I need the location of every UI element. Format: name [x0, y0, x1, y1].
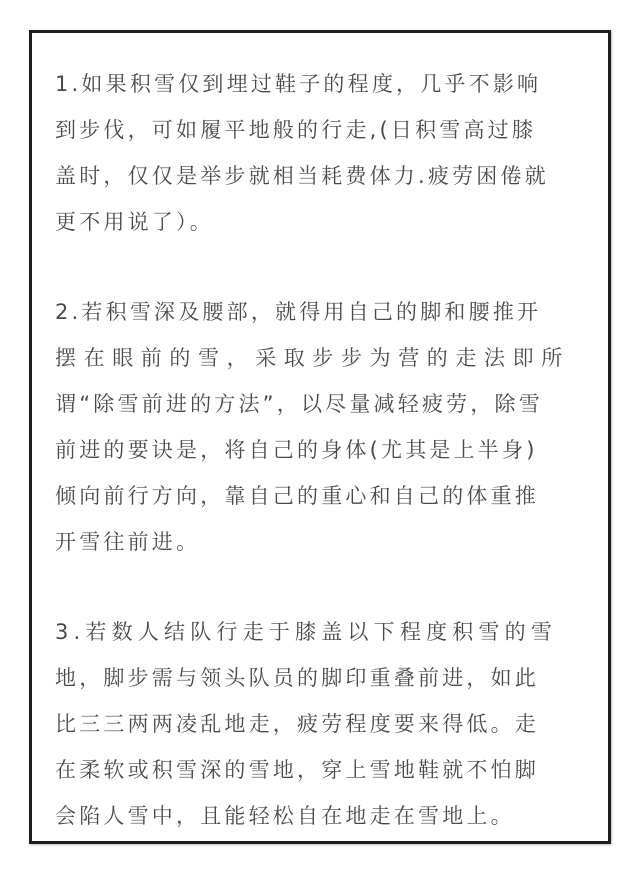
text-line: 谓“除雪前进的方法”，以尽量减轻疲劳，除雪	[55, 392, 543, 416]
text-line: 会陷人雪中，且能轻松自在地走在雪地上。	[55, 804, 515, 828]
paragraph-spacer	[55, 245, 595, 289]
text-line: 盖时，仅仅是举步就相当耗费体力.疲劳困倦就	[55, 164, 549, 188]
paragraph-spacer	[55, 565, 595, 609]
text-line: 摆在眼前的雪，采取步步为营的走法即所	[55, 346, 570, 370]
paragraph-2	[55, 289, 595, 565]
text-line: 地，脚步需与领头队员的脚印重叠前进，如此	[55, 666, 539, 690]
text-line: 倾向前行方向，靠自己的重心和自己的体重推	[55, 484, 539, 508]
document-content	[55, 61, 595, 839]
text-line: 前进的要诀是，将自己的身体(尤其是上半身)	[55, 438, 538, 462]
text-line: 比三三两两凌乱地走，疲劳程度要来得低。走	[55, 712, 539, 736]
text-line: 在柔软或积雪深的雪地，穿上雪地鞋就不怕脚	[55, 758, 539, 782]
text-line: 到步伐，可如履平地般的行走,(日积雪高过膝	[55, 118, 537, 142]
document-frame	[29, 30, 611, 844]
text-line: 开雪往前进。	[55, 530, 201, 554]
paragraph-3	[55, 609, 595, 839]
text-line: 1.如果积雪仅到埋过鞋子的程度，几乎不影响	[55, 72, 542, 96]
text-line: 更不用说了）。	[55, 210, 214, 234]
text-line: 2.若积雪深及腰部，就得用自己的脚和腰推开	[55, 300, 542, 324]
paragraph-1	[55, 61, 595, 245]
text-line: 3.若数人结队行走于膝盖以下程度积雪的雪	[55, 620, 558, 644]
